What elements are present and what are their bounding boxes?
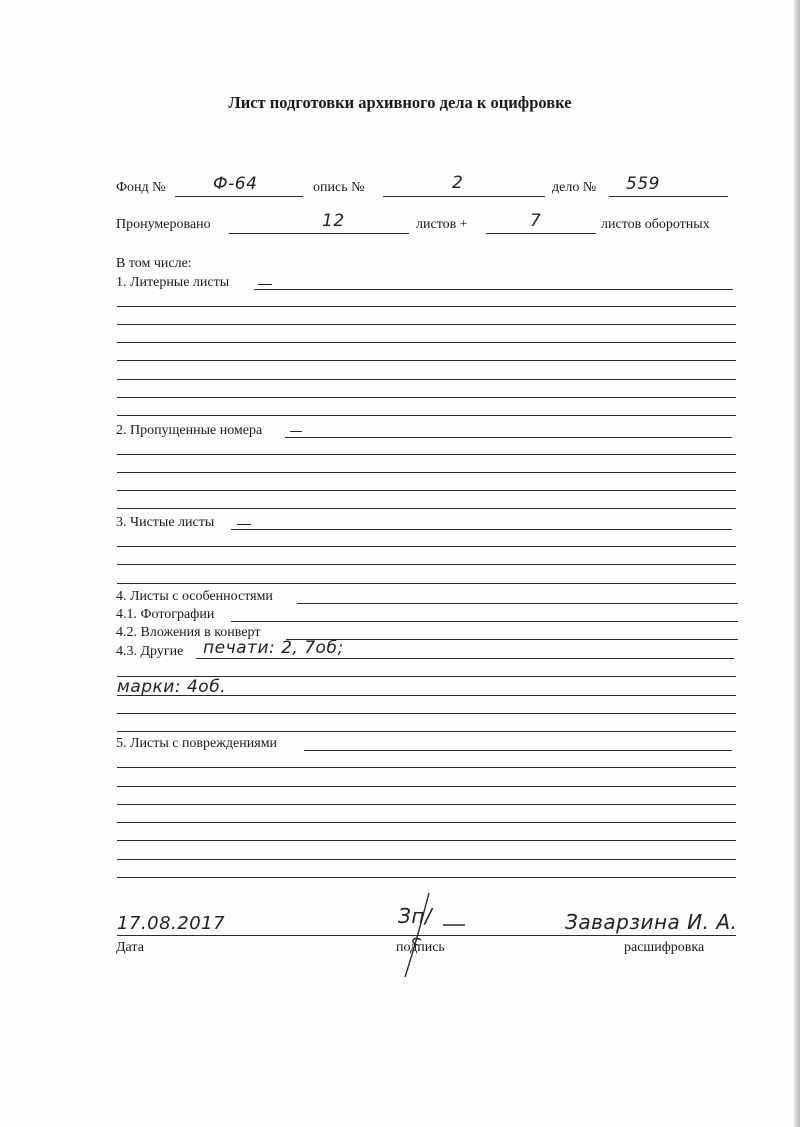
reverse-label: листов оборотных xyxy=(601,217,710,232)
form-line xyxy=(117,840,736,841)
envelope-line xyxy=(286,639,738,640)
blank-sheets-line xyxy=(231,529,732,530)
sheets-value[interactable]: 12 xyxy=(322,211,345,231)
date-label: Дата xyxy=(116,940,144,955)
page-title: Лист подготовки архивного дела к оцифровке xyxy=(228,93,572,112)
form-line xyxy=(117,822,736,823)
including-label: В том числе: xyxy=(116,256,192,271)
other-value-2[interactable]: марки: 4об. xyxy=(117,677,227,697)
missing-numbers-label: 2. Пропущенные номера xyxy=(116,423,263,438)
other-value-1[interactable]: печати: 2, 7об; xyxy=(203,638,344,658)
form-line xyxy=(117,324,736,325)
form-line xyxy=(117,786,736,787)
form-line xyxy=(117,877,736,878)
numbered-label: Пронумеровано xyxy=(116,217,211,232)
signature-label: подпись xyxy=(396,940,445,955)
name-value[interactable]: Заварзина И. А. xyxy=(565,910,738,934)
form-line xyxy=(117,360,736,361)
form-line xyxy=(117,454,736,455)
form-line xyxy=(117,397,736,398)
form-line xyxy=(117,490,736,491)
blank-sheets-dash xyxy=(237,524,251,525)
fond-value[interactable]: Ф-64 xyxy=(213,174,258,194)
form-line xyxy=(117,859,736,860)
signature-stroke xyxy=(385,885,475,980)
fond-label: Фонд № xyxy=(116,180,166,195)
blank-sheets-label: 3. Чистые листы xyxy=(116,515,215,530)
form-line xyxy=(117,415,736,416)
name-label: расшифровка xyxy=(624,940,705,955)
opis-label: опись № xyxy=(313,180,365,195)
form-line xyxy=(117,713,736,714)
scan-edge xyxy=(794,0,800,1127)
reverse-line xyxy=(486,233,596,234)
form-line xyxy=(117,342,736,343)
damaged-sheets-label: 5. Листы с повреждениями xyxy=(116,736,278,751)
form-line xyxy=(117,767,736,768)
form-line xyxy=(117,379,736,380)
letter-sheets-dash xyxy=(258,284,272,285)
delo-label: дело № xyxy=(552,180,597,195)
form-line xyxy=(117,731,736,732)
damaged-sheets-line xyxy=(304,750,732,751)
other-label: 4.3. Другие xyxy=(116,644,184,659)
photos-line xyxy=(231,621,738,622)
form-line xyxy=(117,564,736,565)
fond-line xyxy=(175,196,303,197)
letter-sheets-label: 1. Литерные листы xyxy=(116,275,230,290)
photos-label: 4.1. Фотографии xyxy=(116,607,215,622)
opis-line xyxy=(383,196,545,197)
opis-value[interactable]: 2 xyxy=(452,173,464,193)
reverse-value[interactable]: 7 xyxy=(530,211,542,231)
signature-value[interactable]: Зп/ xyxy=(398,904,433,928)
other-line xyxy=(196,658,734,659)
delo-value[interactable]: 559 xyxy=(626,174,660,194)
sheets-label: листов + xyxy=(416,217,468,232)
missing-numbers-line xyxy=(285,437,732,438)
date-value[interactable]: 17.08.2017 xyxy=(117,913,226,934)
sheets-line xyxy=(229,233,409,234)
form-line xyxy=(117,583,736,584)
letter-sheets-line xyxy=(254,289,733,290)
special-sheets-line xyxy=(297,603,738,604)
delo-line xyxy=(609,196,728,197)
form-line xyxy=(117,472,736,473)
special-sheets-label: 4. Листы с особенностями xyxy=(116,589,273,604)
form-line xyxy=(117,508,736,509)
form-line xyxy=(117,804,736,805)
envelope-label: 4.2. Вложения в конверт xyxy=(116,625,261,640)
form-line xyxy=(117,306,736,307)
form-line xyxy=(117,546,736,547)
missing-numbers-dash xyxy=(290,431,302,432)
